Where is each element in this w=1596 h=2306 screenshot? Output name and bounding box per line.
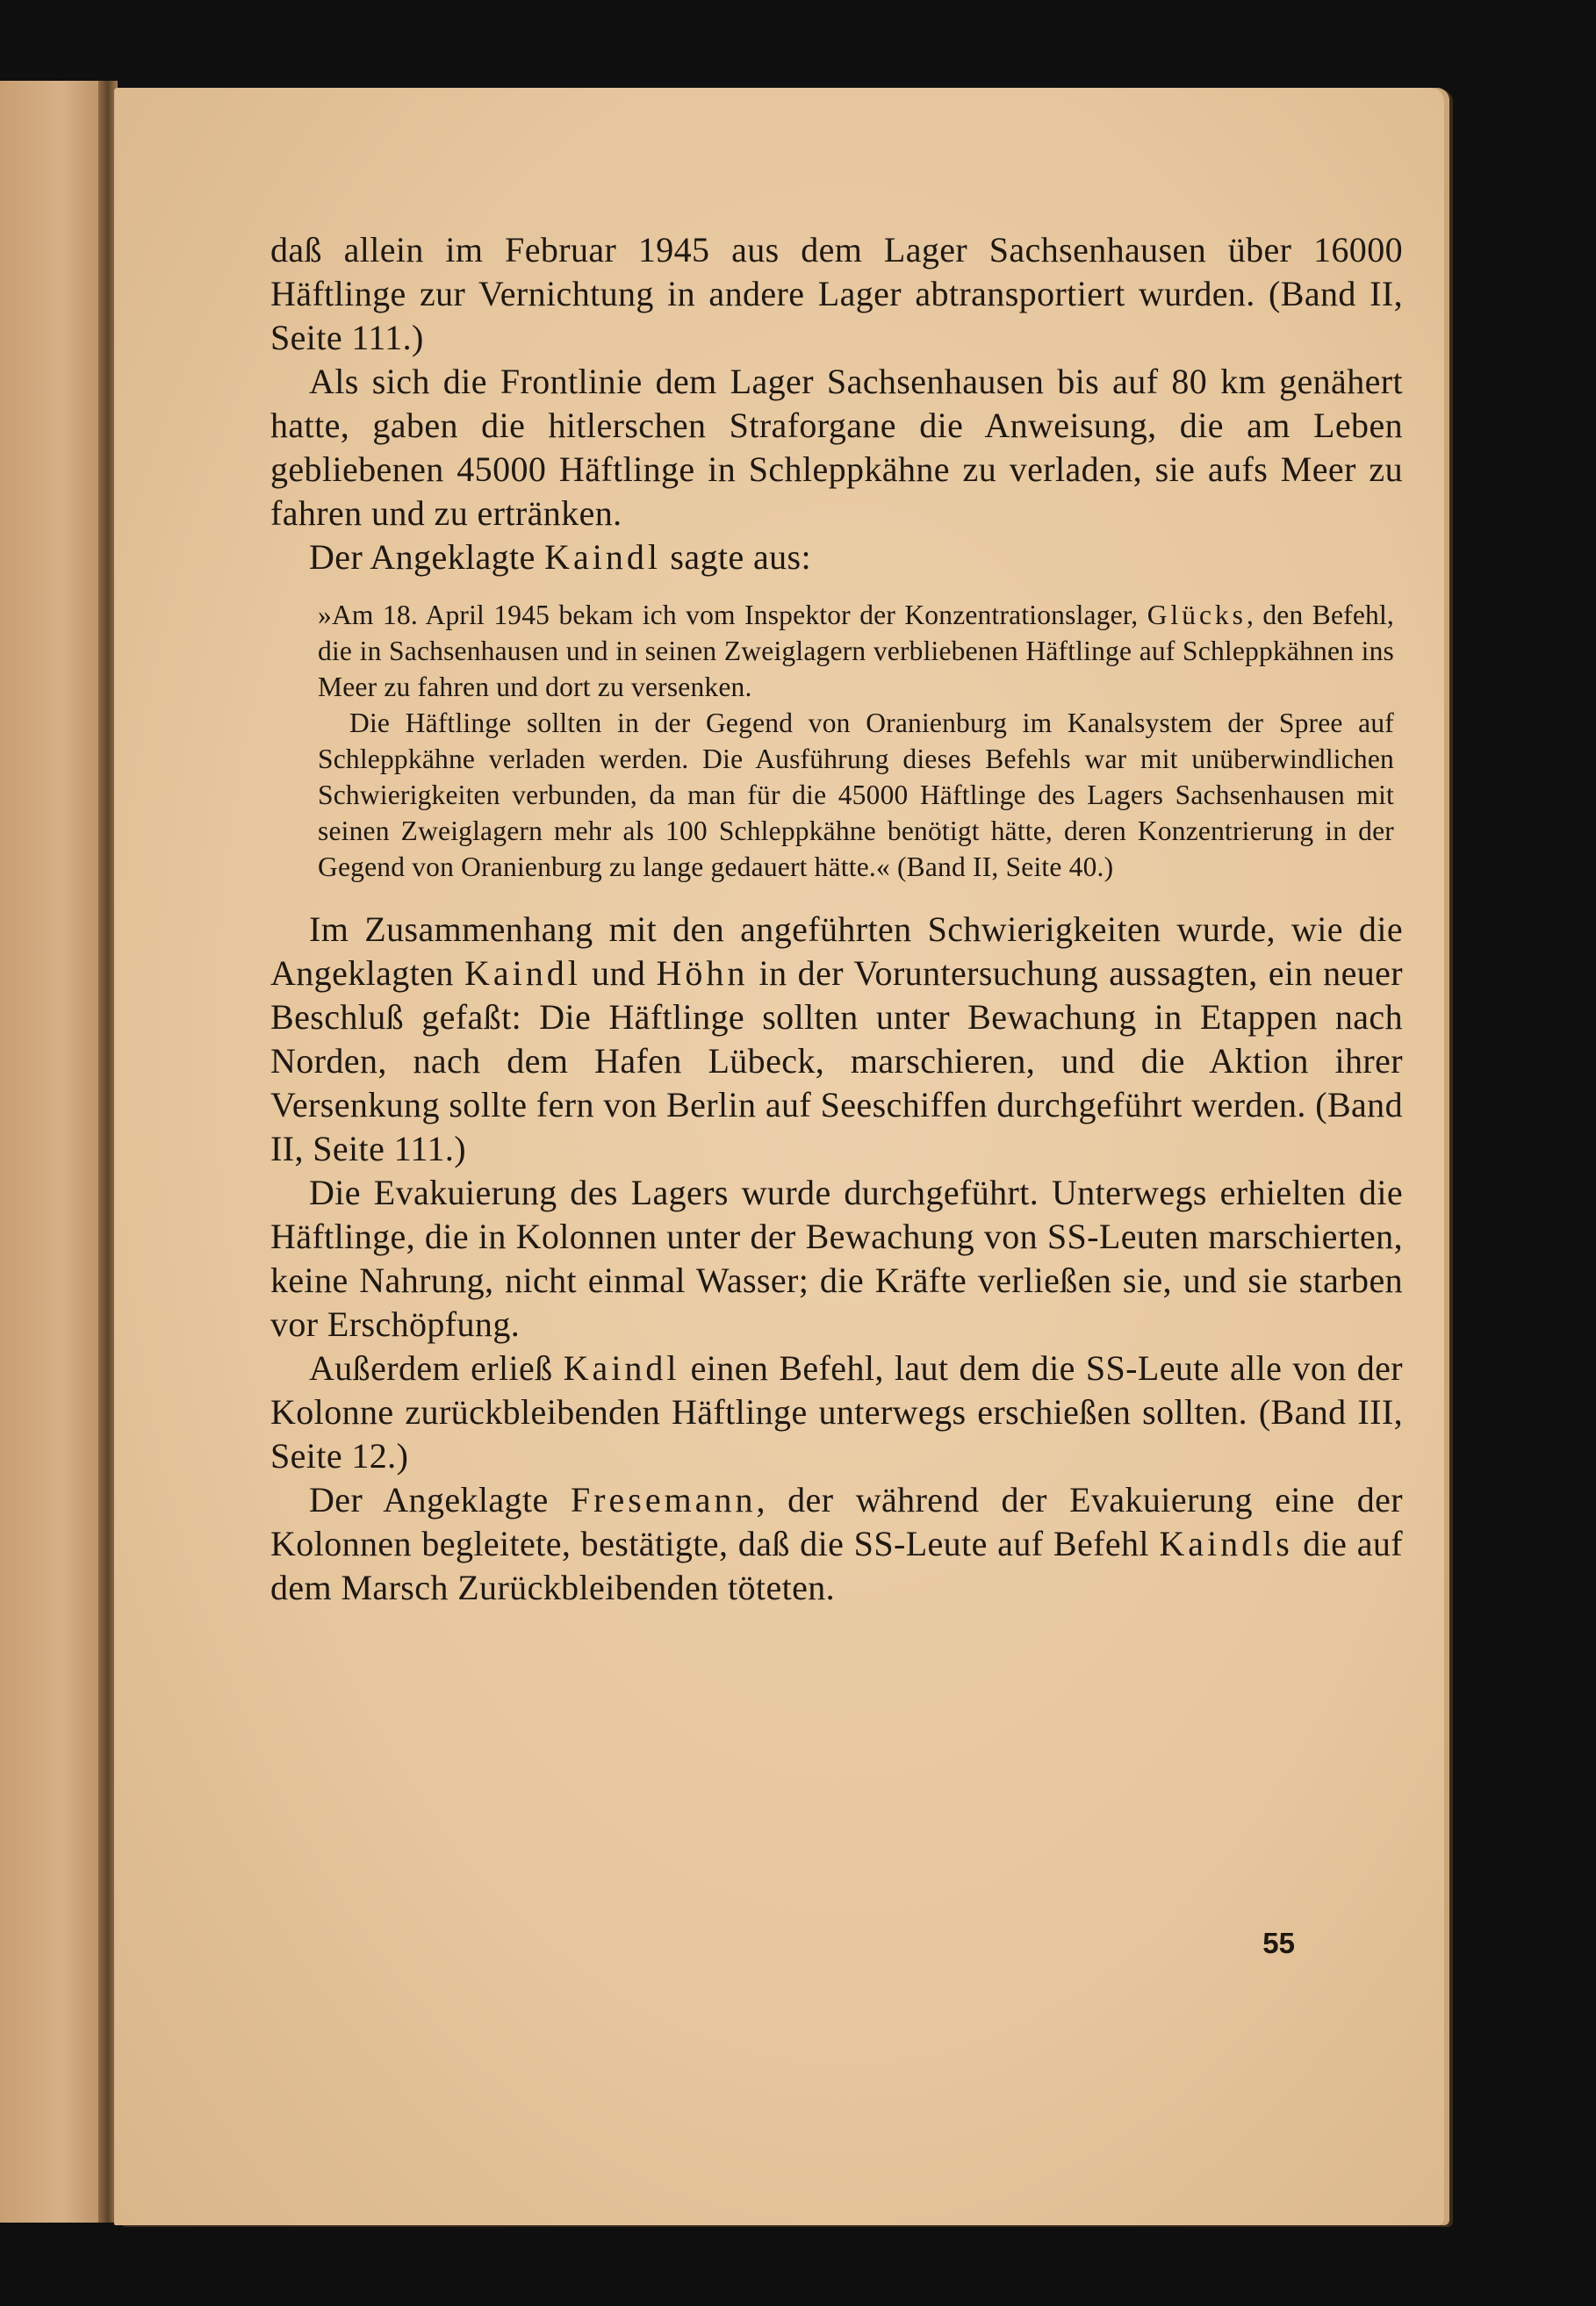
quoted-testimony	[318, 597, 1394, 885]
left-page-edge	[0, 81, 112, 2223]
quote-paragraph-2: Die Häftlinge sollten in der Gegend von Oranienburg im Kanalsystem der Spree auf Schleppkähne verladen werden. Die Ausführung dieses Befehls war mit unüberwindlichen Schwierigkeiten verbunden, da man für die 45000 Häftlinge des Lagers Sachsenhausen mit seinen Zweiglagern mehr als 100 Schleppkähne benötigt hätte, deren Konzentrierung in der Gegend von Oranienburg zu lange gedauert hätte.« (Band II, Seite 40.)	[318, 708, 1394, 882]
paragraph-1: daß allein im Februar 1945 aus dem Lager Sachsenhausen über 16000 Häftlinge zur Vernichtung in andere Lager abtransportiert wurden. (Band II, Seite 111.)	[270, 230, 1403, 357]
book-page	[114, 88, 1444, 2225]
paragraph-evakuierung: Die Evakuierung des Lagers wurde durchgeführt. Unterwegs erhielten die Häftlinge, die in Kolonnen unter der Bewachung von SS-Leuten marschierten, keine Nahrung, nicht einmal Wasser; die Kräfte verließen sie, und sie starben vor Erschöpfung.	[270, 1173, 1403, 1344]
testimony-intro: Der Angeklagte Kaindl sagte aus:	[309, 537, 812, 577]
paragraph-zusammenhang: Im Zusammenhang mit den angeführten Schwierigkeiten wurde, wie die Angeklagten Kaindl und Höhn in der Voruntersuchung aussagten, ein neuer Beschluß gefaßt: Die Häftlinge sollten unter Bewachung in Etappen nach Norden, nach dem Hafen Lübeck, marschieren, und die Aktion ihrer Versenkung sollte fern von Berlin auf Seeschiffen durchgeführt werden. (Band II, Seite 111.)	[270, 909, 1403, 1168]
paragraph-ausserdem: Außerdem erließ Kaindl einen Befehl, laut dem die SS-Leute alle von der Kolonne zurückbleibenden Häftlinge unterwegs erschießen sollten. (Band III, Seite 12.)	[270, 1348, 1403, 1476]
paragraph-fresemann: Der Angeklagte Fresemann, der während der Evakuierung eine der Kolonnen begleitete, bestätigte, daß die SS-Leute auf Befehl Kaindls die auf dem Marsch Zurückbleibenden töteten.	[270, 1480, 1403, 1607]
page-text	[270, 228, 1403, 1610]
defendant-name: Kaindl	[544, 537, 662, 577]
page-number: 55	[1262, 1927, 1295, 1959]
paragraph-2: Als sich die Frontlinie dem Lager Sachsenhausen bis auf 80 km genähert hatte, gaben die hitlerschen Straforgane die Anweisung, die am Leben gebliebenen 45000 Häftlinge in Schleppkähne zu verladen, sie aufs Meer zu fahren und zu ertränken.	[270, 362, 1403, 533]
quote-paragraph-1: »Am 18. April 1945 bekam ich vom Inspektor der Konzentrationslager, Glücks, den Befehl, die in Sachsenhausen und in seinen Zweiglagern verbliebenen Häftlinge auf Schleppkähnen ins Meer zu fahren und dort zu versenken.	[318, 600, 1394, 702]
inspector-name: Glücks	[1147, 600, 1247, 630]
